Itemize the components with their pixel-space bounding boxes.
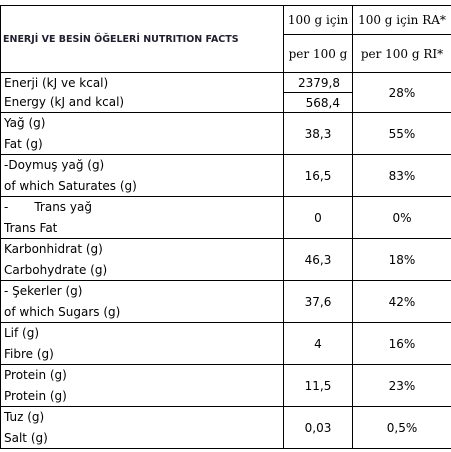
saturates-label-en: of which Saturates (g) — [1, 176, 284, 197]
per-100g-header-en: per 100 g — [284, 35, 353, 73]
salt-value: 0,03 — [284, 407, 353, 449]
trans-fat-value: 0 — [284, 197, 353, 239]
salt-label-tr: Tuz (g) — [1, 407, 284, 428]
sugars-value: 37,6 — [284, 281, 353, 323]
energy-kj-value: 2379,8 — [284, 73, 353, 93]
table-row — [1, 73, 451, 93]
protein-ri-value: 23% — [353, 365, 451, 407]
ri-header-en: per 100 g RI* — [353, 35, 451, 73]
protein-value: 11,5 — [284, 365, 353, 407]
trans-fat-label-tr — [1, 197, 284, 218]
table-row — [1, 197, 451, 218]
energy-label-en: Energy (kJ and kcal) — [1, 93, 284, 113]
fat-value: 38,3 — [284, 113, 353, 155]
table-row — [1, 155, 451, 176]
protein-label-en: Protein (g) — [1, 386, 284, 407]
table-row — [1, 239, 451, 260]
trans-fat-ri-value: 0% — [353, 197, 451, 239]
saturates-value: 16,5 — [284, 155, 353, 197]
energy-ri-value: 28% — [353, 73, 451, 113]
saturates-label-tr: -Doymuş yağ (g) — [1, 155, 284, 176]
fat-label-en: Fat (g) — [1, 134, 284, 155]
carbohydrate-label-tr: Karbonhidrat (g) — [1, 239, 284, 260]
table-row — [1, 365, 451, 386]
table-row — [1, 323, 451, 344]
fibre-label-tr: Lif (g) — [1, 323, 284, 344]
ri-header-tr: 100 g için RA* — [353, 6, 451, 35]
trans-fat-dash: - — [4, 200, 9, 215]
protein-label-tr: Protein (g) — [1, 365, 284, 386]
trans-fat-label-text: Trans yağ — [34, 200, 92, 215]
sugars-label-tr: - Şekerler (g) — [1, 281, 284, 302]
salt-ri-value: 0,5% — [353, 407, 451, 449]
fat-label-tr: Yağ (g) — [1, 113, 284, 134]
energy-label-tr: Enerji (kJ ve kcal) — [1, 73, 284, 93]
table-row — [1, 113, 451, 134]
table-row — [1, 281, 451, 302]
trans-fat-label-en: Trans Fat — [1, 218, 284, 239]
energy-kcal-value: 568,4 — [284, 93, 353, 113]
fibre-ri-value: 16% — [353, 323, 451, 365]
carbohydrate-ri-value: 18% — [353, 239, 451, 281]
per-100g-header-tr: 100 g için — [284, 6, 353, 35]
sugars-label-en: of which Sugars (g) — [1, 302, 284, 323]
carbohydrate-value: 46,3 — [284, 239, 353, 281]
sugars-ri-value: 42% — [353, 281, 451, 323]
carbohydrate-label-en: Carbohydrate (g) — [1, 260, 284, 281]
fat-ri-value: 55% — [353, 113, 451, 155]
table-row — [1, 407, 451, 428]
fibre-value: 4 — [284, 323, 353, 365]
table-header-label: ENERJİ VE BESİN ÖĞELERİ NUTRITION FACTS — [1, 6, 284, 73]
saturates-ri-value: 83% — [353, 155, 451, 197]
nutrition-facts-table — [0, 5, 451, 449]
salt-label-en: Salt (g) — [1, 428, 284, 449]
fibre-label-en: Fibre (g) — [1, 344, 284, 365]
